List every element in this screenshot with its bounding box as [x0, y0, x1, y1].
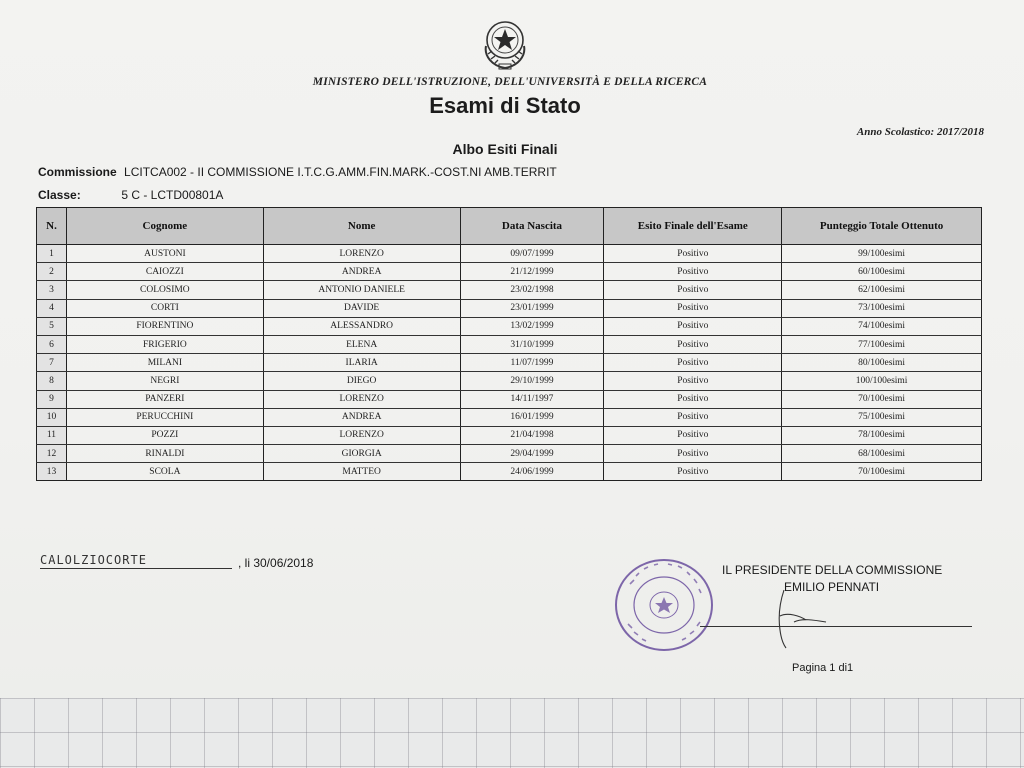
surname-cell: POZZI [66, 426, 263, 444]
score-cell: 99/100esimi [782, 245, 982, 263]
birthdate-cell: 21/12/1999 [460, 263, 604, 281]
outcome-cell: Positivo [604, 408, 782, 426]
score-cell: 78/100esimi [782, 426, 982, 444]
row-number: 3 [37, 281, 67, 299]
table-row [37, 408, 982, 426]
outcome-cell: Positivo [604, 281, 782, 299]
surname-cell: RINALDI [66, 445, 263, 463]
class-line [38, 188, 223, 202]
table-row [37, 390, 982, 408]
column-header: Data Nascita [460, 208, 604, 245]
surname-cell: PERUCCHINI [66, 408, 263, 426]
name-cell: ELENA [263, 335, 460, 353]
school-year: Anno Scolastico: 2017/2018 [856, 126, 984, 138]
table-row [37, 317, 982, 335]
surname-cell: COLOSIMO [66, 281, 263, 299]
results-table [36, 207, 982, 481]
table-row [37, 281, 982, 299]
column-header: N. [37, 208, 67, 245]
outcome-cell: Positivo [604, 245, 782, 263]
president-name: EMILIO PENNATI [784, 580, 880, 594]
outcome-cell: Positivo [604, 317, 782, 335]
name-cell: ANTONIO DANIELE [263, 281, 460, 299]
outcome-cell: Positivo [604, 263, 782, 281]
name-cell: LORENZO [263, 426, 460, 444]
birthdate-cell: 16/01/1999 [460, 408, 604, 426]
class-label: Classe: [38, 188, 81, 202]
score-cell: 80/100esimi [782, 354, 982, 372]
column-header: Esito Finale dell'Esame [604, 208, 782, 245]
column-header: Nome [263, 208, 460, 245]
grid-paper-background [0, 698, 1024, 768]
row-number: 4 [37, 299, 67, 317]
column-header: Punteggio Totale Ottenuto [782, 208, 982, 245]
row-number: 1 [37, 245, 67, 263]
surname-cell: NEGRI [66, 372, 263, 390]
name-cell: MATTEO [263, 463, 460, 481]
table-row [37, 426, 982, 444]
table-row [37, 463, 982, 481]
table-row [37, 372, 982, 390]
row-number: 10 [37, 408, 67, 426]
birthdate-cell: 24/06/1999 [460, 463, 604, 481]
birthdate-cell: 29/04/1999 [460, 445, 604, 463]
official-stamp-icon [612, 556, 716, 654]
score-cell: 100/100esimi [782, 372, 982, 390]
outcome-cell: Positivo [604, 445, 782, 463]
name-cell: ANDREA [263, 263, 460, 281]
outcome-cell: Positivo [604, 299, 782, 317]
table-row [37, 445, 982, 463]
commission-line [38, 165, 557, 179]
score-cell: 60/100esimi [782, 263, 982, 281]
birthdate-cell: 13/02/1999 [460, 317, 604, 335]
score-cell: 68/100esimi [782, 445, 982, 463]
name-cell: LORENZO [263, 390, 460, 408]
surname-cell: CORTI [66, 299, 263, 317]
name-cell: ALESSANDRO [263, 317, 460, 335]
republic-emblem-icon [478, 14, 532, 72]
score-cell: 70/100esimi [782, 390, 982, 408]
president-title: IL PRESIDENTE DELLA COMMISSIONE [722, 563, 943, 577]
table-row [37, 299, 982, 317]
surname-cell: MILANI [66, 354, 263, 372]
outcome-cell: Positivo [604, 463, 782, 481]
surname-cell: AUSTONI [66, 245, 263, 263]
score-cell: 62/100esimi [782, 281, 982, 299]
birthdate-cell: 29/10/1999 [460, 372, 604, 390]
birthdate-cell: 14/11/1997 [460, 390, 604, 408]
birthdate-cell: 23/01/1999 [460, 299, 604, 317]
score-cell: 73/100esimi [782, 299, 982, 317]
class-value: 5 C - LCTD00801A [121, 188, 224, 202]
row-number: 11 [37, 426, 67, 444]
name-cell: DAVIDE [263, 299, 460, 317]
column-header: Cognome [66, 208, 263, 245]
page-title: Esami di Stato [429, 93, 581, 118]
row-number: 12 [37, 445, 67, 463]
handwritten-place: CALOLZIOCORTE [40, 553, 232, 569]
name-cell: ANDREA [263, 408, 460, 426]
surname-cell: FIORENTINO [66, 317, 263, 335]
row-number: 7 [37, 354, 67, 372]
row-number: 2 [37, 263, 67, 281]
table-row [37, 354, 982, 372]
table-row [37, 263, 982, 281]
score-cell: 70/100esimi [782, 463, 982, 481]
page-number: Pagina 1 di1 [792, 662, 854, 674]
birthdate-cell: 09/07/1999 [460, 245, 604, 263]
document-subtitle: Albo Esiti Finali [452, 141, 558, 157]
score-cell: 74/100esimi [782, 317, 982, 335]
outcome-cell: Positivo [604, 354, 782, 372]
row-number: 5 [37, 317, 67, 335]
row-number: 9 [37, 390, 67, 408]
row-number: 13 [37, 463, 67, 481]
commission-value: LCITCA002 - II COMMISSIONE I.T.C.G.AMM.FIN.MARK.-COST.NI AMB.TERRIT [124, 165, 557, 179]
handwritten-signature-icon [766, 586, 846, 656]
outcome-cell: Positivo [604, 390, 782, 408]
surname-cell: CAIOZZI [66, 263, 263, 281]
birthdate-cell: 11/07/1999 [460, 354, 604, 372]
row-number: 8 [37, 372, 67, 390]
name-cell: LORENZO [263, 245, 460, 263]
birthdate-cell: 21/04/1998 [460, 426, 604, 444]
ministry-name: MINISTERO DELL'ISTRUZIONE, DELL'UNIVERSITÀ E DELLA RICERCA [312, 76, 708, 88]
name-cell: GIORGIA [263, 445, 460, 463]
surname-cell: FRIGERIO [66, 335, 263, 353]
document-date: , li 30/06/2018 [238, 556, 314, 570]
outcome-cell: Positivo [604, 372, 782, 390]
outcome-cell: Positivo [604, 426, 782, 444]
surname-cell: PANZERI [66, 390, 263, 408]
score-cell: 75/100esimi [782, 408, 982, 426]
score-cell: 77/100esimi [782, 335, 982, 353]
outcome-cell: Positivo [604, 335, 782, 353]
table-row [37, 335, 982, 353]
surname-cell: SCOLA [66, 463, 263, 481]
commission-label: Commissione [38, 165, 117, 179]
birthdate-cell: 23/02/1998 [460, 281, 604, 299]
table-header-row [37, 208, 982, 245]
row-number: 6 [37, 335, 67, 353]
name-cell: DIEGO [263, 372, 460, 390]
name-cell: ILARIA [263, 354, 460, 372]
birthdate-cell: 31/10/1999 [460, 335, 604, 353]
table-row [37, 245, 982, 263]
